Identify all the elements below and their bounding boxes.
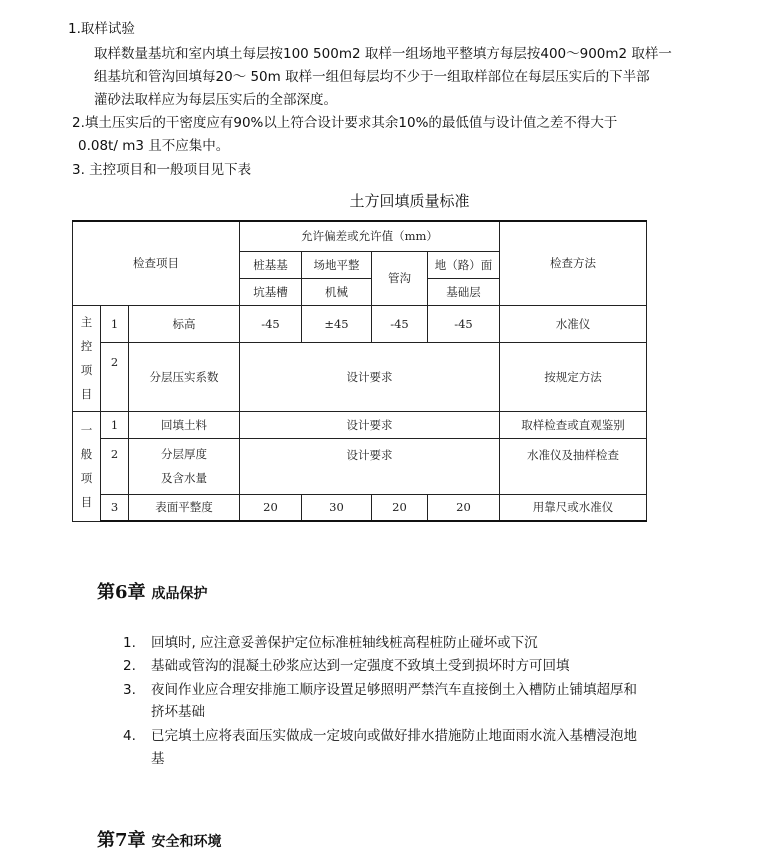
row-value: 20 xyxy=(372,494,428,521)
row-number: 1 xyxy=(101,305,129,342)
row-number: 2 xyxy=(101,342,129,411)
row-item-name: 标高 xyxy=(129,305,240,342)
row-value-span: 设计要求 xyxy=(240,411,500,438)
header-col2-a: 场地平整 xyxy=(302,251,372,278)
row-method: 用靠尺或水准仪 xyxy=(500,494,647,521)
chapter-6-number: 第6章 xyxy=(97,582,146,603)
intro-line-2: 取样数量基坑和室内填土每层按100 500m2 取样一组场地平整填方每层按400～900m2 取样一 xyxy=(94,46,672,62)
table-title: 土方回填质量标准 xyxy=(349,192,470,210)
row-number: 3 xyxy=(101,494,129,521)
row-item-name: 分层厚度 及含水量 xyxy=(129,438,240,494)
row-value: -45 xyxy=(240,305,302,342)
row-method: 按规定方法 xyxy=(500,342,647,411)
row-method: 水准仪及抽样检查 xyxy=(500,438,647,494)
row-value: -45 xyxy=(428,305,500,342)
row-value-span: 设计要求 xyxy=(240,342,500,411)
row-value-span: 设计要求 xyxy=(240,438,500,494)
row-item-name: 分层压实系数 xyxy=(129,342,240,411)
row-number: 1 xyxy=(101,411,129,438)
row-value: 30 xyxy=(302,494,372,521)
intro-line-3: 组基坑和管沟回填每20～ 50m 取样一组但每层均不少于一组取样部位在每层压实后的下半部 xyxy=(94,69,650,85)
row-item-name: 回填土料 xyxy=(129,411,240,438)
row-value: -45 xyxy=(372,305,428,342)
header-allowance: 允许偏差或允许值（mm） xyxy=(240,221,500,251)
chapter-7-heading xyxy=(97,826,222,852)
header-col1-a: 桩基基 xyxy=(240,251,302,278)
header-col4-a: 地（路）面 xyxy=(428,251,500,278)
row-item-name: 表面平整度 xyxy=(129,494,240,521)
header-col4-b: 基础层 xyxy=(428,278,500,305)
intro-line-1: 1.取样试验 xyxy=(68,21,135,37)
intro-line-6: 0.08t/ m3 且不应集中。 xyxy=(78,138,230,154)
row-method: 水准仪 xyxy=(500,305,647,342)
row-method: 取样检查或直观鉴别 xyxy=(500,411,647,438)
intro-line-7: 3. 主控项目和一般项目见下表 xyxy=(72,162,252,178)
chapter-7-title: 安全和环境 xyxy=(151,834,222,850)
intro-line-5: 2.填土压实后的干密度应有90%以上符合设计要求其余10%的最低值与设计值之差不得大于 xyxy=(72,115,618,131)
header-check-method: 检查方法 xyxy=(500,221,647,305)
row-value: ±45 xyxy=(302,305,372,342)
row-number: 2 xyxy=(101,438,129,494)
chapter-6-title: 成品保护 xyxy=(151,586,208,602)
header-check-item: 检查项目 xyxy=(73,221,240,305)
chapter-6-heading xyxy=(97,578,208,604)
row-value: 20 xyxy=(428,494,500,521)
chapter-7-number: 第7章 xyxy=(97,830,146,851)
quality-standard-table xyxy=(72,220,647,522)
group-general: 一 般 项 目 xyxy=(73,411,101,521)
header-col2-b: 机械 xyxy=(302,278,372,305)
row-value: 20 xyxy=(240,494,302,521)
header-col3: 管沟 xyxy=(372,251,428,305)
intro-line-4: 灌砂法取样应为每层压实后的全部深度。 xyxy=(94,92,337,108)
header-col1-b: 坑基槽 xyxy=(240,278,302,305)
group-main-control: 主 控 项 目 xyxy=(73,305,101,411)
